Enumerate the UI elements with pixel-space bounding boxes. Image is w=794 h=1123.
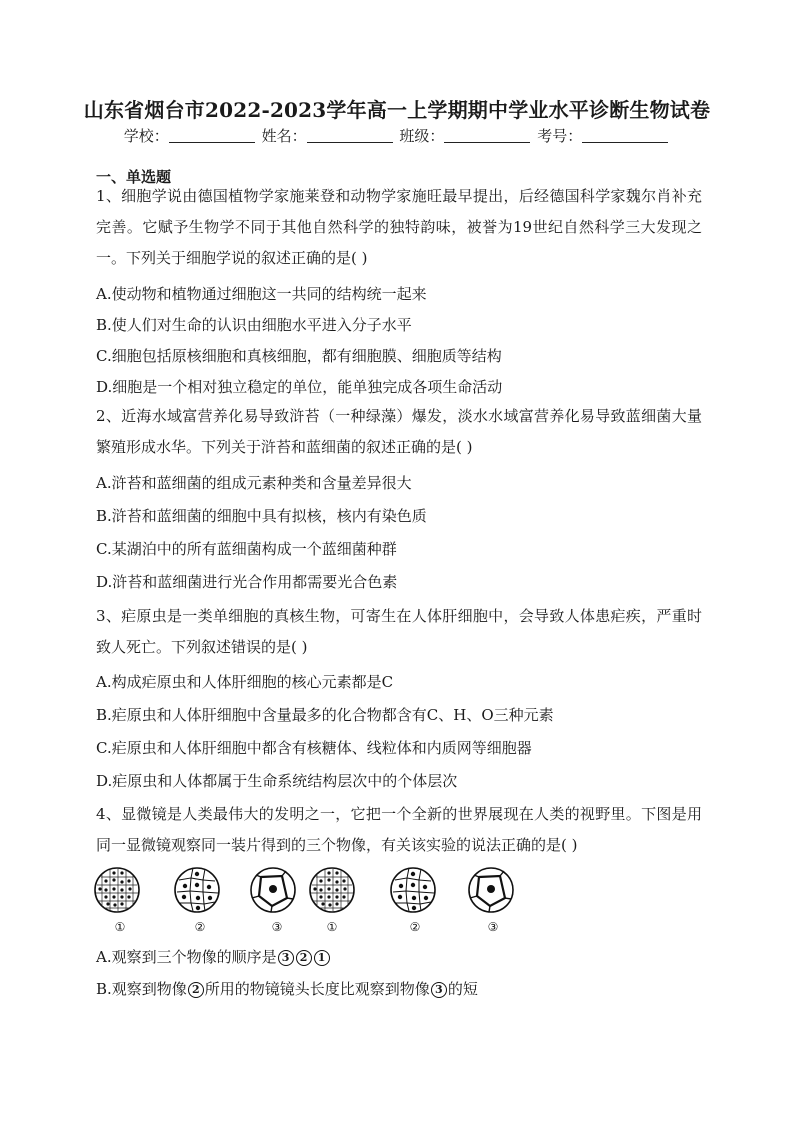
page-title: 山东省烟台市2022-2023学年高一上学期期中学业水平诊断生物试卷 [83, 98, 711, 122]
figure-label-4: ① [326, 920, 338, 934]
microscope-image-1 [95, 868, 139, 912]
microscope-images-svg [90, 863, 540, 935]
student-info-line [0, 125, 794, 146]
question-2-option-d: D.浒苔和蓝细菌进行光合作用都需要光合色素 [96, 573, 398, 591]
question-1-option-b: B.使人们对生命的认识由细胞水平进入分子水平 [96, 316, 412, 334]
name-blank[interactable] [307, 128, 393, 143]
question-3-option-d: D.疟原虫和人体都属于生命系统结构层次中的个体层次 [96, 772, 458, 790]
question-1-option-d: D.细胞是一个相对独立稳定的单位，能单独完成各项生命活动 [96, 378, 503, 396]
exam-number-label: 考号： [537, 127, 583, 145]
circled-mark-1: 1 [314, 950, 330, 966]
question-3-option-c: C.疟原虫和人体肝细胞中都含有核糖体、线粒体和内质网等细胞器 [96, 739, 532, 757]
circled-mark-2: 2 [296, 950, 312, 966]
question-4-option-a-text: A.观察到三个物像的顺序是 [96, 948, 277, 966]
microscope-image-3-repeat [469, 868, 513, 912]
question-4-stem: 4、显微镜是人类最伟大的发明之一，它把一个全新的世界展现在人类的视野里。下图是用同一显微镜观察同一装片得到的三个物像，有关该实验的说法正确的是( ) [96, 805, 702, 854]
question-2-option-c: C.某湖泊中的所有蓝细菌构成一个蓝细菌种群 [96, 540, 397, 558]
question-3-stem: 3、疟原虫是一类单细胞的真核生物，可寄生在人体肝细胞中，会导致人体患疟疾，严重时致人死亡。下列叙述错误的是( ) [96, 607, 702, 656]
question-2-option-b: B.浒苔和蓝细菌的细胞中具有拟核，核内有染色质 [96, 507, 427, 525]
school-label: 学校： [123, 127, 169, 145]
question-1-stem: 1、细胞学说由德国植物学家施莱登和动物学家施旺最早提出，后经德国科学家魏尔肖补充完善。它赋予生物学不同于其他自然科学的独特韵味，被誉为19世纪自然科学三大发现之一。下列关于细胞学说的叙述正确的是( ) [96, 187, 702, 267]
microscope-image-1-repeat [310, 868, 354, 912]
question-4-option-b [96, 979, 702, 999]
figure-label-6: ③ [487, 920, 499, 934]
question-4-option-b-text-1: B.观察到物像 [96, 980, 187, 998]
microscope-images-figure [90, 863, 540, 935]
question-3-option-b: B.疟原虫和人体肝细胞中含量最多的化合物都含有C、H、O三种元素 [96, 706, 554, 724]
question-4-option-b-text-2: 所用的物镜镜头长度比观察到物像 [204, 980, 430, 998]
figure-label-3: ③ [271, 920, 283, 934]
question-4-option-b-text-3: 的短 [447, 980, 478, 998]
class-blank[interactable] [444, 128, 530, 143]
microscope-image-2-repeat [391, 868, 435, 912]
microscope-image-3 [251, 868, 295, 912]
question-4-option-a [96, 947, 702, 967]
circled-mark-b-2: 2 [188, 982, 204, 998]
exam-number-blank[interactable] [582, 128, 668, 143]
name-label: 姓名： [261, 127, 307, 145]
microscope-image-2 [175, 868, 219, 912]
figure-label-1: ① [114, 920, 126, 934]
question-2-stem: 2、近海水域富营养化易导致浒苔（一种绿藻）爆发，淡水水域富营养化易导致蓝细菌大量繁殖形成水华。下列关于浒苔和蓝细菌的叙述正确的是( ) [96, 407, 702, 456]
question-1-option-c: C.细胞包括原核细胞和真核细胞，都有细胞膜、细胞质等结构 [96, 347, 502, 365]
question-3-option-a: A.构成疟原虫和人体肝细胞的核心元素都是C [96, 673, 394, 691]
section-heading: 一、单选题 [96, 168, 172, 186]
question-2-option-a: A.浒苔和蓝细菌的组成元素种类和含量差异很大 [96, 474, 412, 492]
school-blank[interactable] [169, 128, 255, 143]
question-1-option-a: A.使动物和植物通过细胞这一共同的结构统一起来 [96, 285, 427, 303]
circled-mark-3: 3 [278, 950, 294, 966]
figure-label-2: ② [194, 920, 206, 934]
circled-mark-b-3: 3 [431, 982, 447, 998]
class-label: 班级： [399, 127, 445, 145]
figure-label-5: ② [409, 920, 421, 934]
